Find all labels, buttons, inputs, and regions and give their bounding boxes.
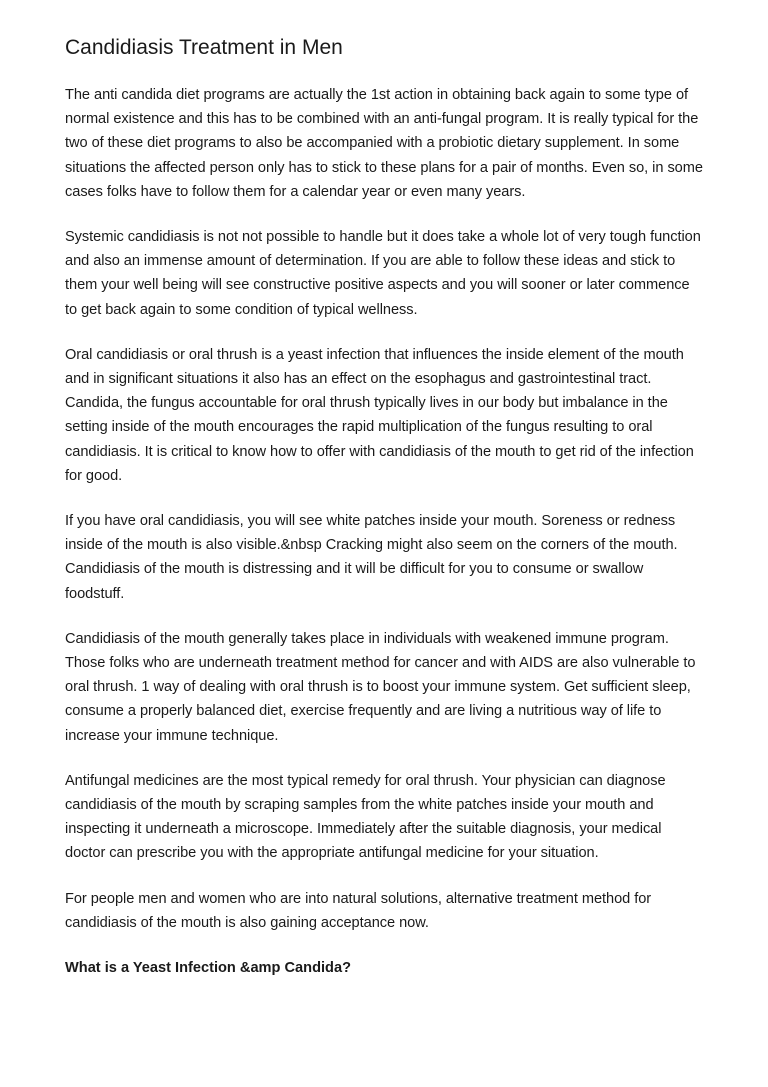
paragraph-5: Candidiasis of the mouth generally takes place in individuals with weakened immune program. Those folks who are underneath treatment method for cancer and with AIDS are also vulnerable to oral thrush. 1 way of dealing with oral thrush is to boost your immune system. Get sufficient sleep, consume a properly balanced diet, exercise frequently and are living a nutritious way of life to increase your immune technique. — [65, 630, 696, 744]
paragraph-6: Antifungal medicines are the most typical remedy for oral thrush. Your physician can diagnose candidiasis of the mouth by scraping samples from the white patches inside your mouth and inspecting it underneath a microscope. Immediately after the suitable diagnosis, your medical doctor can prescribe you with the appropriate antifungal medicine for your situation. — [65, 772, 666, 862]
paragraph-2: Systemic candidiasis is not not possible to handle but it does take a whole lot of very tough function and also an immense amount of determination. If you are able to follow these ideas and stick to them your well being will see constructive positive aspects and you will sooner or later commence to get back again to some condition of typical wellness. — [65, 229, 701, 318]
paragraph-7: For people men and women who are into natural solutions, alternative treatment method for candidiasis of the mouth is also gaining acceptance now. — [65, 890, 652, 931]
document-page — [65, 34, 705, 980]
paragraph-3: Oral candidiasis or oral thrush is a yeast infection that influences the inside element of the mouth and in significant situations it also has an effect on the esophagus and gastrointestinal tract. Candida, the fungus accountable for oral thrush typically lives in our body but imbalance in the setting inside of the mouth encourages the rapid multiplication of the fungus resulting to oral candidiasis. It is critical to know how to offer with candidiasis of the mouth to get rid of the infection for good. — [65, 346, 694, 484]
paragraph-1: The anti candida diet programs are actually the 1st action in obtaining back again to some type of normal existence and this has to be combined with an anti-fungal program. It is really typical for the two of these diet programs to also be accompanied with a probiotic dietary supplement. In some situations the affected person only has to stick to these plans for a pair of months. Even so, in some cases folks have to follow them for a calendar year or even many years. — [65, 87, 703, 200]
page-title: Candidiasis Treatment in Men — [65, 36, 343, 59]
paragraph-4: If you have oral candidiasis, you will see white patches inside your mouth. Soreness or redness inside of the mouth is also visible.&nbsp Cracking might also seem on the corners of the mouth. Candidiasis of the mouth is distressing and it will be difficult for you to consume or swallow foodstuff. — [65, 513, 678, 602]
section-subheading: What is a Yeast Infection &amp Candida? — [65, 960, 351, 977]
